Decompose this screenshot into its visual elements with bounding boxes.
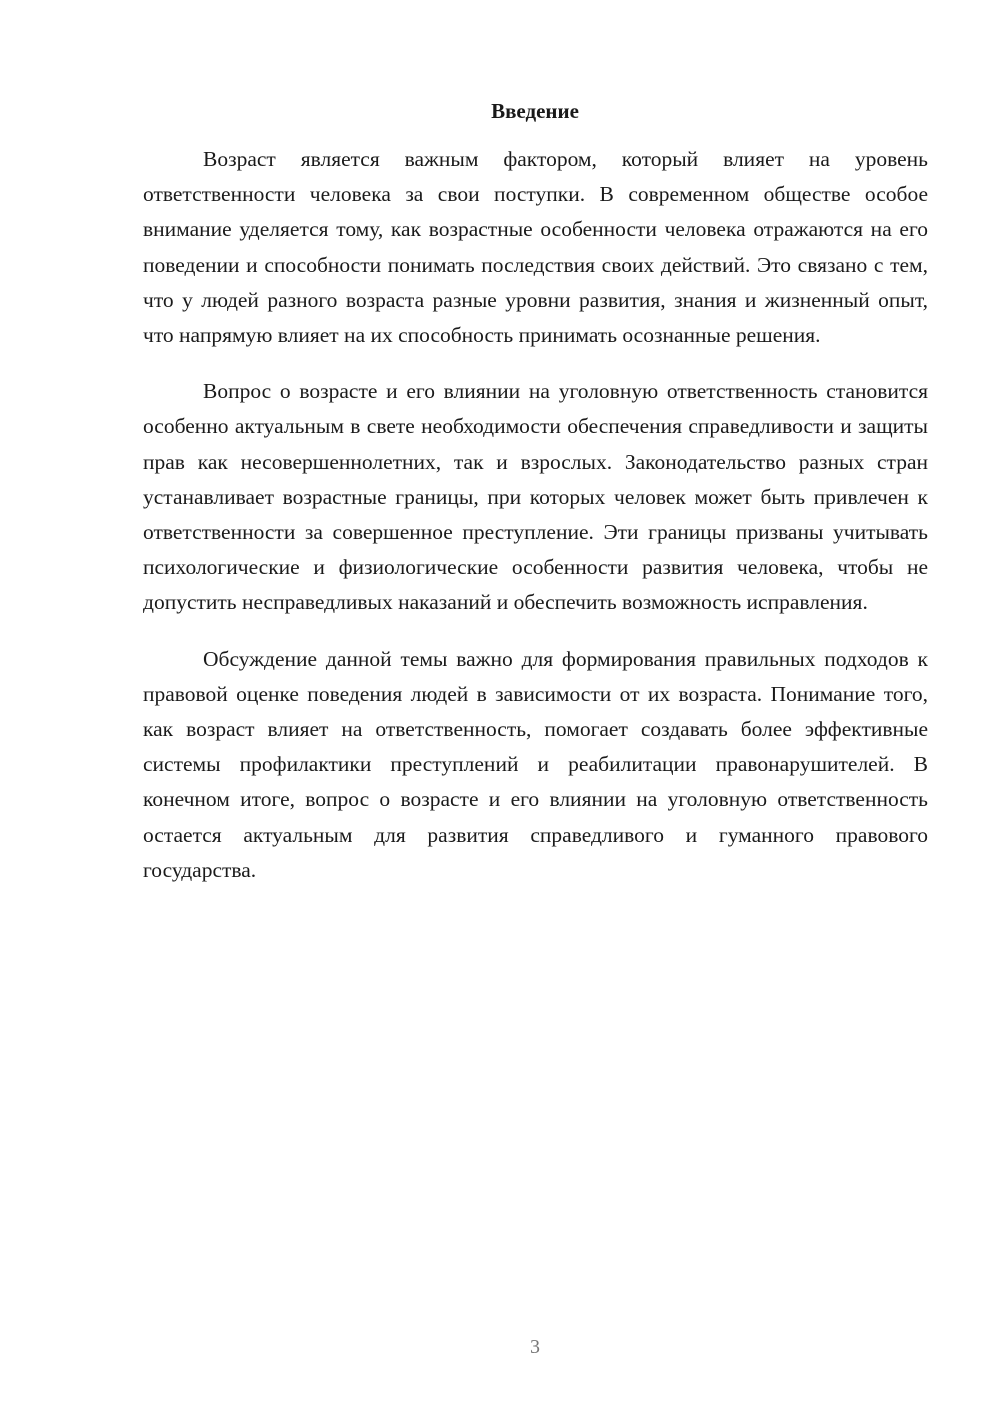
section-title: Введение	[491, 99, 579, 123]
paragraph-2: Вопрос о возрасте и его влиянии на уголовную ответственность становится особенно актуальным в свете необходимости обеспечения справедливости и защиты прав как несовершеннолетних, так и взрослых. Законодательство разных стран устанавливает возрастные границы, при которых человек может быть привлечен к ответственности за совершенное преступление. Эти границы призваны учитывать психологические и физиологические особенности развития человека, чтобы не допустить несправедливых наказаний и обеспечить возможность исправления.	[143, 379, 928, 615]
document-body	[143, 142, 928, 888]
page-number: 3	[530, 1336, 540, 1358]
paragraph-1: Возраст является важным фактором, который влияет на уровень ответственности человека за свои поступки. В современном обществе особое внимание уделяется тому, как возрастные особенности человека отражаются на его поведении и способности понимать последствия своих действий. Это связано с тем, что у людей разного возраста разные уровни развития, знания и жизненный опыт, что напрямую влияет на их способность принимать осознанные решения.	[143, 147, 928, 348]
paragraph-3: Обсуждение данной темы важно для формирования правильных подходов к правовой оценке поведения людей в зависимости от их возраста. Понимание того, как возраст влияет на ответственность, помогает создавать более эффективные системы профилактики преступлений и реабилитации правонарушителей. В конечном итоге, вопрос о возрасте и его влиянии на уголовную ответственность остается актуальным для развития справедливого и гуманного правового государства.	[143, 646, 928, 882]
